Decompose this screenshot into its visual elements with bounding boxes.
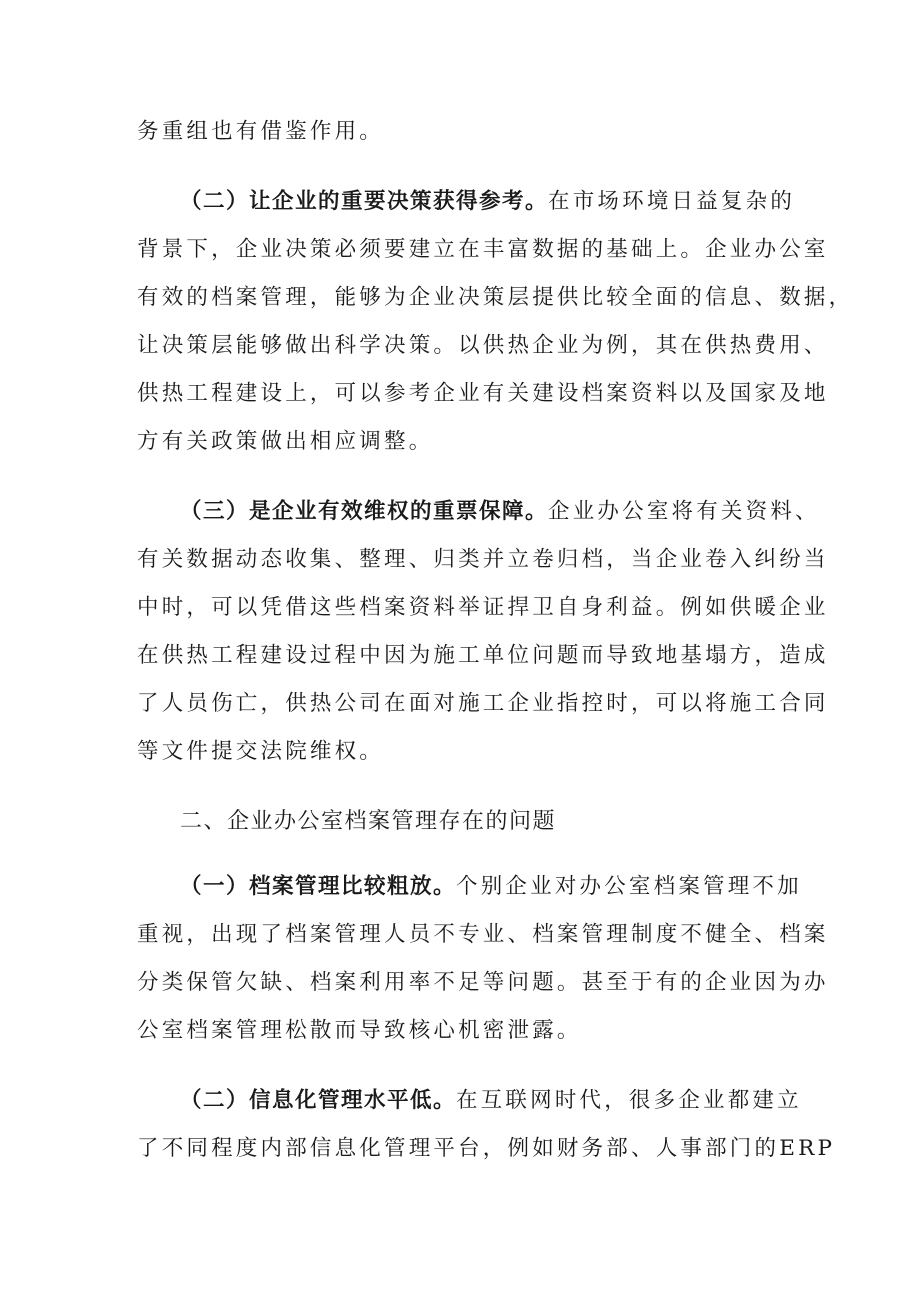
paragraph-text: 在市场环境日益复杂的 xyxy=(548,189,796,214)
paragraph-line: 等文件提交法院维权。 xyxy=(137,739,385,764)
paragraph-line: 务重组也有借鉴作用。 xyxy=(137,119,385,144)
paragraph-line xyxy=(180,497,820,527)
paragraph-line: 在供热工程建设过程中因为施工单位问题而导致地基塌方，造成 xyxy=(137,643,829,668)
paragraph-line: 分类保管欠缺、档案利用率不足等问题。甚至于有的企业因为办 xyxy=(137,970,829,995)
paragraph-text: 个别企业对办公室档案管理不加 xyxy=(456,874,802,899)
paragraph-line: 让决策层能够做出科学决策。以供热企业为例，其在供热费用、 xyxy=(137,333,829,358)
paragraph-line: 公室档案管理松散而导致核心机密泄露。 xyxy=(137,1018,582,1043)
section-heading: 二、企业办公室档案管理存在的问题 xyxy=(180,809,557,834)
paragraph-line xyxy=(180,1086,802,1116)
paragraph-text: 企业办公室将有关资料、 xyxy=(548,499,820,524)
paragraph-line: 有关数据动态收集、整理、归类并立卷归档，当企业卷入纠纷当 xyxy=(137,547,829,572)
paragraph-lead: （三）是企业有效维权的重票保障。 xyxy=(180,499,549,524)
paragraph-lead: （一）档案管理比较粗放。 xyxy=(180,874,457,899)
paragraph-line: 中时，可以凭借这些档案资料举证捍卫自身利益。例如供暖企业 xyxy=(137,595,829,620)
paragraph-lead: （二）让企业的重要决策获得参考。 xyxy=(180,189,549,214)
paragraph-line: 有效的档案管理，能够为企业决策层提供比较全面的信息、数据， xyxy=(137,285,854,310)
paragraph-line xyxy=(180,187,797,217)
paragraph-line: 背景下，企业决策必须要建立在丰富数据的基础上。企业办公室 xyxy=(137,237,829,262)
paragraph-line xyxy=(180,872,802,902)
paragraph-lead: （二）信息化管理水平低。 xyxy=(180,1088,457,1113)
paragraph-text: 在互联网时代，很多企业都建立 xyxy=(456,1088,802,1113)
paragraph-line: 供热工程建设上，可以参考企业有关建设档案资料以及国家及地 xyxy=(137,381,829,406)
paragraph-line: 了不同程度内部信息化管理平台，例如财务部、人事部门的ERP xyxy=(137,1136,836,1161)
paragraph-line: 重视，出现了档案管理人员不专业、档案管理制度不健全、档案 xyxy=(137,922,829,947)
paragraph-line: 了人员伤亡，供热公司在面对施工企业指控时，可以将施工合同 xyxy=(137,691,829,716)
paragraph-line: 方有关政策做出相应调整。 xyxy=(137,429,434,454)
